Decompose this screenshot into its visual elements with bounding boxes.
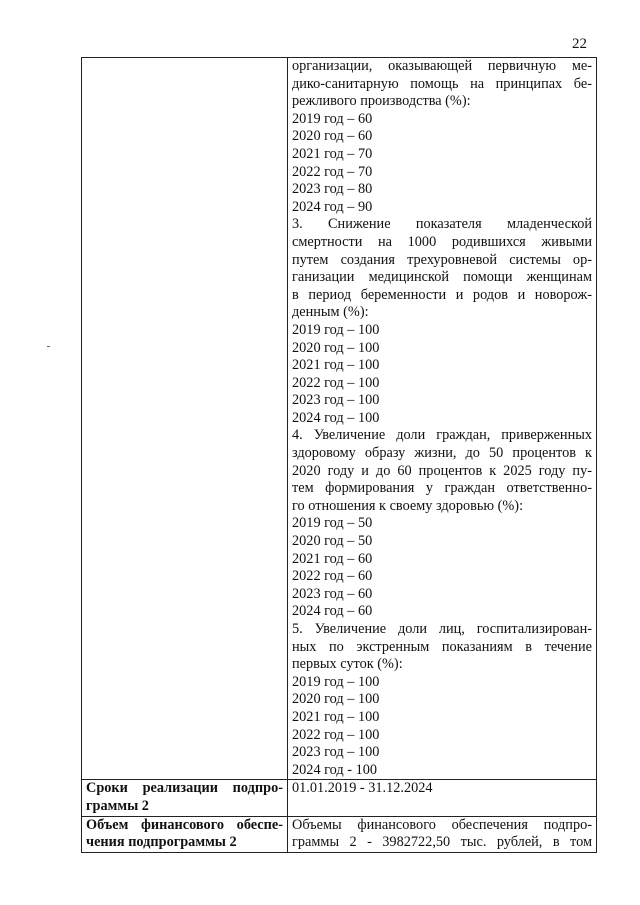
text-line: го отношения к своему здоровью (%): (292, 497, 524, 514)
text-line: 2020 год – 100 (292, 691, 380, 708)
left-cell (82, 780, 288, 816)
text-line: 2024 год - 100 (292, 761, 378, 778)
text-line: путем создания трехуровневой системы ор- (292, 251, 592, 268)
text-line: 2021 год – 100 (292, 708, 380, 725)
text-line: здоровому образу жизни, до 50 процентов к (292, 445, 592, 462)
text-line: 2019 год – 50 (292, 515, 373, 532)
text-line: 3. Снижение показателя младенческой (292, 216, 592, 233)
text-line: 2021 год – 100 (292, 357, 380, 374)
table-row (82, 58, 597, 780)
text-line: 2021 год – 60 (292, 550, 373, 567)
text-line: тем формирования у граждан ответственно- (292, 480, 592, 497)
text-line: 2022 год – 60 (292, 568, 373, 585)
left-cell (82, 58, 288, 780)
text-line: 2022 год – 100 (292, 374, 380, 391)
text-line: денным (%): (292, 304, 369, 321)
text-line: смертности на 1000 родившихся живыми (292, 233, 592, 250)
text-line: 2019 год – 100 (292, 321, 380, 338)
text-line: 4. Увеличение доли граждан, приверженных (292, 427, 592, 444)
passport-table (81, 57, 597, 853)
right-cell (288, 58, 597, 780)
text-line: 2024 год – 100 (292, 409, 380, 426)
text-line: 2022 год – 100 (292, 726, 380, 743)
scan-speck (47, 346, 50, 347)
text-line: 2020 год – 60 (292, 128, 373, 145)
text-line: 2024 год – 60 (292, 603, 373, 620)
text-line: режливого производства (%): (292, 93, 471, 110)
text-line: чения подпрограммы 2 (86, 834, 237, 851)
text-line: 01.01.2019 - 31.12.2024 (292, 780, 433, 797)
page-number: 22 (572, 36, 587, 52)
text-line: 2023 год – 80 (292, 181, 373, 198)
text-line: 2020 год – 100 (292, 339, 380, 356)
left-cell (82, 816, 288, 852)
text-line: 2020 год – 50 (292, 533, 373, 550)
text-line: 2019 год – 60 (292, 110, 373, 127)
text-line: 2023 год – 60 (292, 585, 373, 602)
table-row (82, 816, 597, 852)
text-line: организации, оказывающей первичную ме- (292, 58, 592, 74)
text-line: Сроки реализации подпро- (86, 780, 283, 797)
text-line: ных по экстренным показаниям в течение (292, 638, 592, 655)
text-line: 2023 год – 100 (292, 744, 380, 761)
text-line: в период беременности и родов и новорож- (292, 286, 592, 303)
right-cell (288, 780, 597, 816)
text-line: 2024 год – 90 (292, 198, 373, 215)
table-row (82, 780, 597, 816)
text-line: Объем финансового обеспе- (86, 816, 283, 833)
text-line: 5. Увеличение доли лиц, госпитализирован- (292, 621, 592, 637)
text-line: 2023 год – 100 (292, 392, 380, 409)
right-cell (288, 816, 597, 852)
text-line: Объемы финансового обеспечения подпро- (292, 816, 592, 833)
text-line: 2020 году и до 60 процентов к 2025 году пу- (292, 462, 592, 479)
text-line: 2021 год – 70 (292, 145, 373, 162)
text-line: ганизации медицинской помощи женщинам (292, 269, 592, 286)
text-line: дико-санитарную помощь на принципах бе- (292, 75, 592, 92)
text-line: граммы 2 (86, 797, 149, 814)
text-line: первых суток (%): (292, 656, 403, 673)
text-line: граммы 2 - 3982722,50 тыс. рублей, в том (292, 834, 592, 851)
text-line: 2022 год – 70 (292, 163, 373, 180)
text-line: 2019 год – 100 (292, 673, 380, 690)
